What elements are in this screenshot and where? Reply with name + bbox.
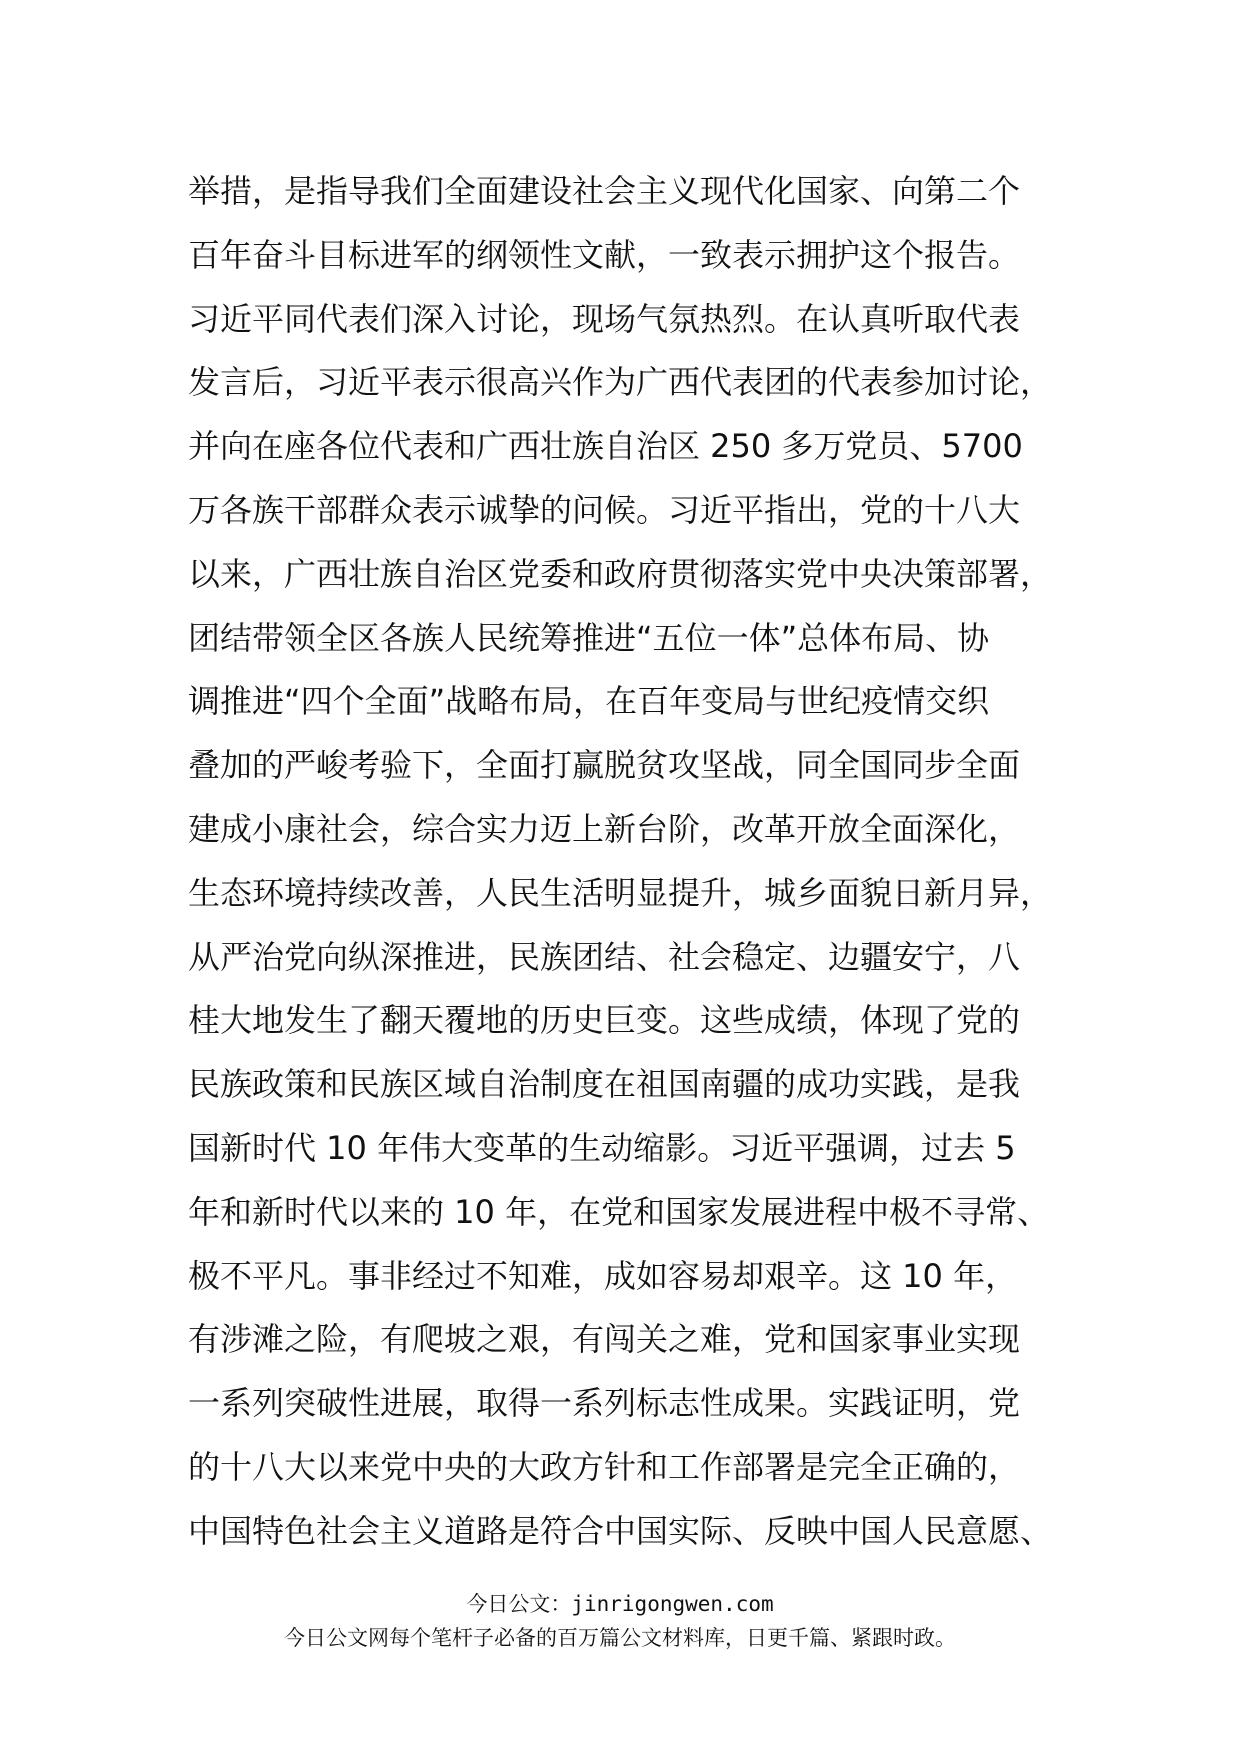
text-line: 极不平凡。事非经过不知难，成如容易却艰辛。这 10 年，	[188, 1256, 1018, 1295]
text-line: 团结带领全区各族人民统筹推进“五位一体”总体布局、协	[188, 618, 990, 657]
text-line: 桂大地发生了翻天覆地的历史巨变。这些成绩，体现了党的	[188, 1001, 1021, 1040]
text-line: 中国特色社会主义道路是符合中国实际、反映中国人民意愿、	[188, 1511, 1053, 1550]
text-line: 万各族干部群众表示诚挚的问候。习近平指出，党的十八大	[188, 490, 1021, 529]
text-line: 百年奋斗目标进军的纲领性文献，一致表示拥护这个报告。	[188, 235, 1021, 274]
text-line: 国新时代 10 年伟大变革的生动缩影。习近平强调，过去 5	[188, 1128, 1016, 1167]
footer-site-link[interactable]: jinrigongwen.com	[571, 1592, 774, 1616]
text-line: 一系列突破性进展，取得一系列标志性成果。实践证明，党	[188, 1384, 1021, 1423]
text-line: 叠加的严峻考验下，全面打赢脱贫攻坚战，同全国同步全面	[188, 746, 1021, 785]
footer-site	[0, 1589, 1240, 1619]
text-line: 生态环境持续改善，人民生活明显提升，城乡面貌日新月异，	[188, 873, 1053, 912]
footer-site-label: 今日公文：	[466, 1592, 572, 1616]
text-line: 习近平同代表们深入讨论，现场气氛热烈。在认真听取代表	[188, 299, 1021, 338]
text-line: 的十八大以来党中央的大政方针和工作部署是完全正确的，	[188, 1447, 1021, 1486]
text-line: 有涉滩之险，有爬坡之艰，有闯关之难，党和国家事业实现	[188, 1320, 1021, 1359]
footer-tagline: 今日公文网每个笔杆子必备的百万篇公文材料库，日更千篇、紧跟时政。	[284, 1626, 956, 1650]
text-line: 年和新时代以来的 10 年，在党和国家发展进程中极不寻常、	[188, 1192, 1050, 1231]
text-line: 并向在座各位代表和广西壮族自治区 250 多万党员、5700	[188, 427, 1023, 466]
body-text	[188, 160, 1068, 1564]
text-line: 民族政策和民族区域自治制度在祖国南疆的成功实践，是我	[188, 1065, 1021, 1104]
text-line: 以来，广西壮族自治区党委和政府贯彻落实党中央决策部署，	[188, 554, 1053, 593]
text-line: 建成小康社会，综合实力迈上新台阶，改革开放全面深化，	[188, 809, 1021, 848]
text-line: 调推进“四个全面”战略布局，在百年变局与世纪疫情交织	[188, 682, 990, 721]
text-line: 发言后，习近平表示很高兴作为广西代表团的代表参加讨论，	[188, 363, 1053, 402]
text-line: 从严治党向纵深推进，民族团结、社会稳定、边疆安宁，八	[188, 937, 1021, 976]
text-line: 举措，是指导我们全面建设社会主义现代化国家、向第二个	[188, 172, 1021, 210]
